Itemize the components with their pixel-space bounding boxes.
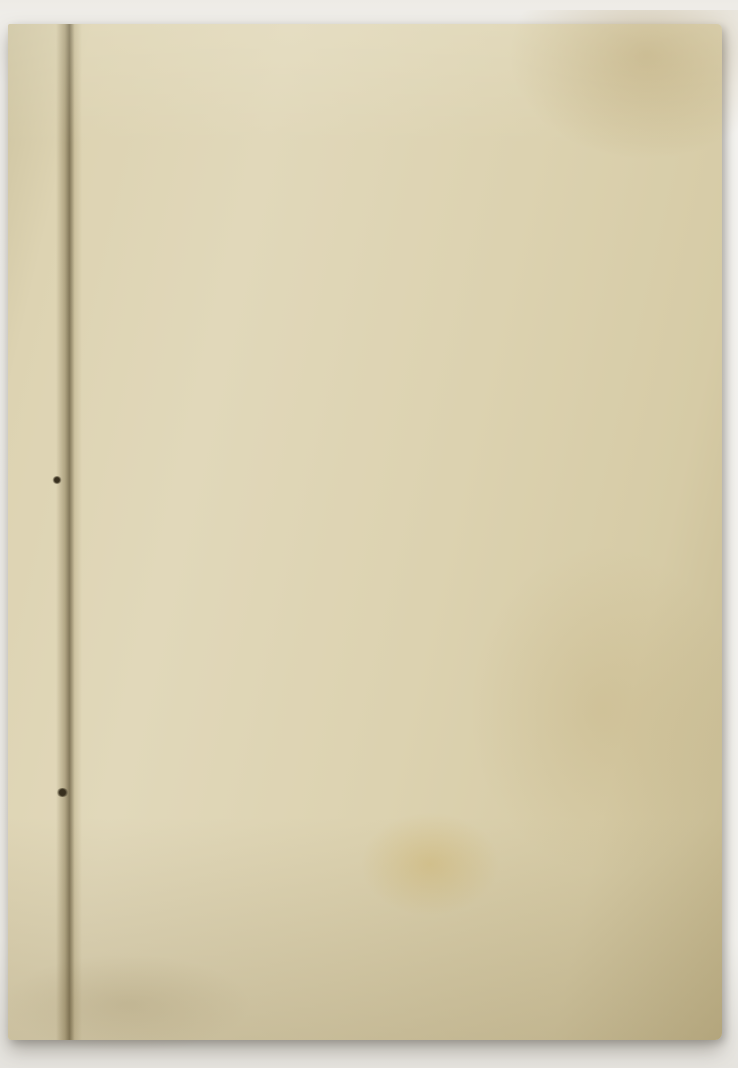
paper-speck <box>56 788 69 797</box>
page-fold-gutter <box>56 24 82 1040</box>
previous-page-edge <box>10 56 56 1036</box>
page-content <box>82 54 704 1022</box>
paper-speck <box>52 476 62 484</box>
column-middle <box>293 54 493 1022</box>
column-left <box>82 54 282 1022</box>
column-right <box>504 54 704 1022</box>
magazine-page <box>8 24 722 1040</box>
